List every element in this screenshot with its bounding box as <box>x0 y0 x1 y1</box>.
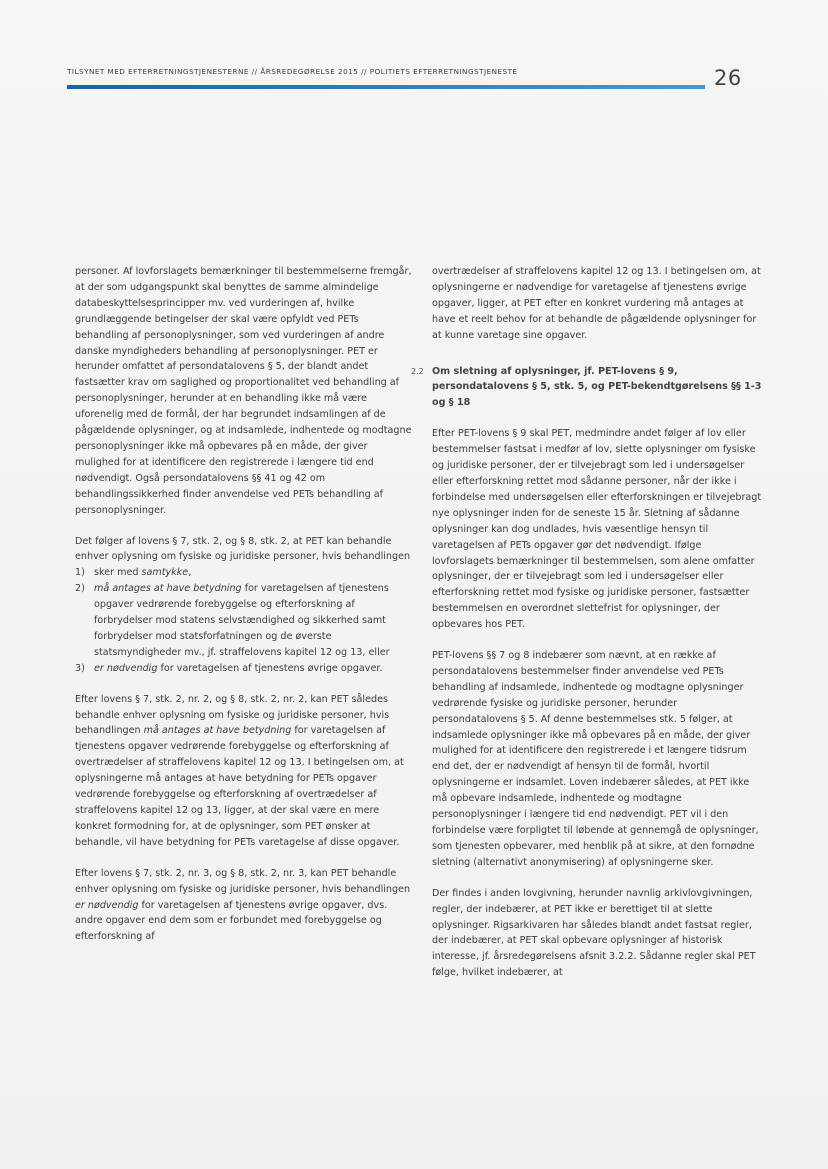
list-item: 3) er nødvendig for varetagelsen af tjenestens øvrige opgaver. <box>75 661 413 677</box>
section-number: 2.2 <box>411 366 424 376</box>
left-paragraph-4: Efter lovens § 7, stk. 2, nr. 3, og § 8, stk. 2, nr. 3, kan PET behandle enhver oplysning om fysiske og juridiske personer, hvis behandlingen er nødvendig for varetagelsen af tjenestens øvrige opgaver, dvs. andre opgaver end dem som er forbundet med forebyggelse og efterforskning af <box>75 867 411 943</box>
section-heading <box>411 364 762 412</box>
list-item-number: 3) <box>75 662 85 674</box>
emphasis: må antages at have betydning <box>94 583 242 595</box>
list-item: 2) må antages at have betydning for varetagelsen af tjenestens opgaver vedrørende forebyggelse og efterforskning af forbrydelser mod statens selvstændighed og sikkerhed samt forbrydelser mod statsforfatningen og de øverste statsmyndigheder mv., jf. straffelovens kapitel 12 og 13, eller <box>75 583 390 658</box>
left-paragraph-2-intro: Det følger af lovens § 7, stk. 2, og § 8, stk. 2, at PET kan behandle enhver oplysning om fysiske og juridiske personer, hvis behandlingen <box>75 535 411 563</box>
list-item-number: 2) <box>75 583 85 595</box>
emphasis: er nødvendig <box>75 899 139 911</box>
emphasis: samtykke <box>141 567 189 579</box>
right-column <box>411 264 762 981</box>
right-paragraph-3: PET-lovens §§ 7 og 8 indebærer som nævnt, at en række af persondatalovens bestemmelser finder anvendelse ved PETs behandling af indsamlede, indhentede og modtagne oplysninger vedrørende fysiske og juridiske personer, herunder persondatalovens § 5. Af denne bestemmelses stk. 5 følger, at indsamlede oplysninger ikke må opbevares på en måde, der giver mulighed for at identificere den registrerede i et længere tidsrum end det, der er nødvendigt af hensyn til de formål, hvortil oplysningerne er indsamlet. Loven indebærer således, at PET ikke må opbevare indsamlede, indhentede og modtagne personoplysninger i længere tid end nødvendigt. PET vil i den forbindelse være forpligtet til løbende at gennemgå de oplysninger, som tjenesten opbevarer, med henblik på at sikre, at den fornødne sletning (alternativt anonymisering) af oplysningerne sker. <box>432 650 759 868</box>
list-item: 1) sker med samtykke, <box>75 565 413 581</box>
header-rule <box>67 85 705 89</box>
left-column <box>75 264 413 945</box>
running-header: TILSYNET MED EFTERRETNINGSTJENESTERNE // ÅRSREDEGØRELSE 2015 // POLITIETS EFTERRETNINGSTJENESTE <box>67 67 518 76</box>
right-paragraph-2: Efter PET-lovens § 9 skal PET, medmindre andet følger af lov eller bestemmelser fastsat i medfør af lov, slette oplysninger om fysiske og juridiske personer, der er tilvejebragt som led i undersøgelser eller efterforskning rettet mod sådanne personer, når der ikke i forbindelse med undersøgelsen eller efterforskningen er tilvejebragt nye oplysninger inden for de seneste 15 år. Sletning af sådanne oplysninger kan dog undlades, hvis væsentlige hensyn til varetagelsen af PETs opgaver gør det nødvendigt. Ifølge lovforslagets bemærkninger til bestemmelsen, som alene omfatter oplysninger, der er tilvejebragt som led i undersøgelser eller efterforskning rettet mod fysiske og juridiske personer, fastsætter bestemmelsen en overordnet slettefrist for oplysninger, der opbevares hos PET. <box>432 428 762 631</box>
emphasis: er nødvendig <box>94 662 158 674</box>
emphasis: må antages at have betydning <box>143 725 292 737</box>
conditions-list <box>75 565 413 676</box>
section-title: Om sletning af oplysninger, jf. PET-lovens § 9, persondatalovens § 5, stk. 5, og PET-bekendtgørelsens §§ 1-3 og § 18 <box>432 365 762 409</box>
left-paragraph-1: personer. Af lovforslagets bemærkninger til bestemmelserne fremgår, at der som udgangspunkt skal benyttes de samme almindelige databeskyttelsesprincipper mv. ved vurderingen af, hvilke grundlæggende betingelser der skal være opfyldt ved PETs behandling af personoplysninger, som ved vurderingen af andre danske myndigheders behandling af personoplysninger. PET er herunder omfattet af persondatalovens § 5, der blandt andet fastsætter krav om saglighed og proportionalitet ved behandling af personoplysninger, herunder at en behandling ikke må være uforenelig med de formål, der har begrundet indsamlingen af de pågældende oplysninger, og at indsamlede, indhentede og modtagne personoplysninger ikke må opbevares på en måde, der giver mulighed for at identificere den registrerede i længere tid end nødvendigt. Også persondatalovens §§ 41 og 42 om behandlingssikkerhed finder anvendelse ved PETs behandling af personoplysninger. <box>75 266 412 516</box>
right-paragraph-4: Der findes i anden lovgivning, herunder navnlig arkivlovgivningen, regler, der indebærer, at PET ikke er berettiget til at slette oplysninger. Rigsarkivaren har således blandt andet fastsat regler, der indebærer, at PET skal opbevare oplysninger af historisk interesse, jf. årsredegørelsens afsnit 3.2.2. Sådanne regler skal PET følge, hvilket indebærer, at <box>432 887 756 979</box>
left-paragraph-3: Efter lovens § 7, stk. 2, nr. 2, og § 8, stk. 2, nr. 2, kan PET således behandle enhver oplysning om fysiske og juridiske personer, hvis behandlingen må antages at have betydning for varetagelsen af tjenestens opgaver vedrørende forebyggelse og efterforskning af overtrædelser af straffelovens kapitel 12 og 13. I betingelsen om, at oplysningerne må antages at have betydning for PETs opgaver vedrørende forebyggelse og efterforskning af overtrædelser af straffelovens kapitel 12 og 13, ligger, at der skal være en mere konkret formodning for, at de oplysninger, som PET ønsker at behandle, vil have betydning for PETs varetagelse af disse opgaver. <box>75 693 404 848</box>
page-number: 26 <box>714 66 742 90</box>
list-item-number: 1) <box>75 567 85 579</box>
right-paragraph-1: overtrædelser af straffelovens kapitel 12 og 13. I betingelsen om, at oplysningerne er nødvendige for varetagelse af tjenestens øvrige opgaver, ligger, at PET efter en konkret vurdering må antages at have et reelt behov for at behandle de pågældende oplysninger for at kunne varetage sine opgaver. <box>432 266 761 341</box>
